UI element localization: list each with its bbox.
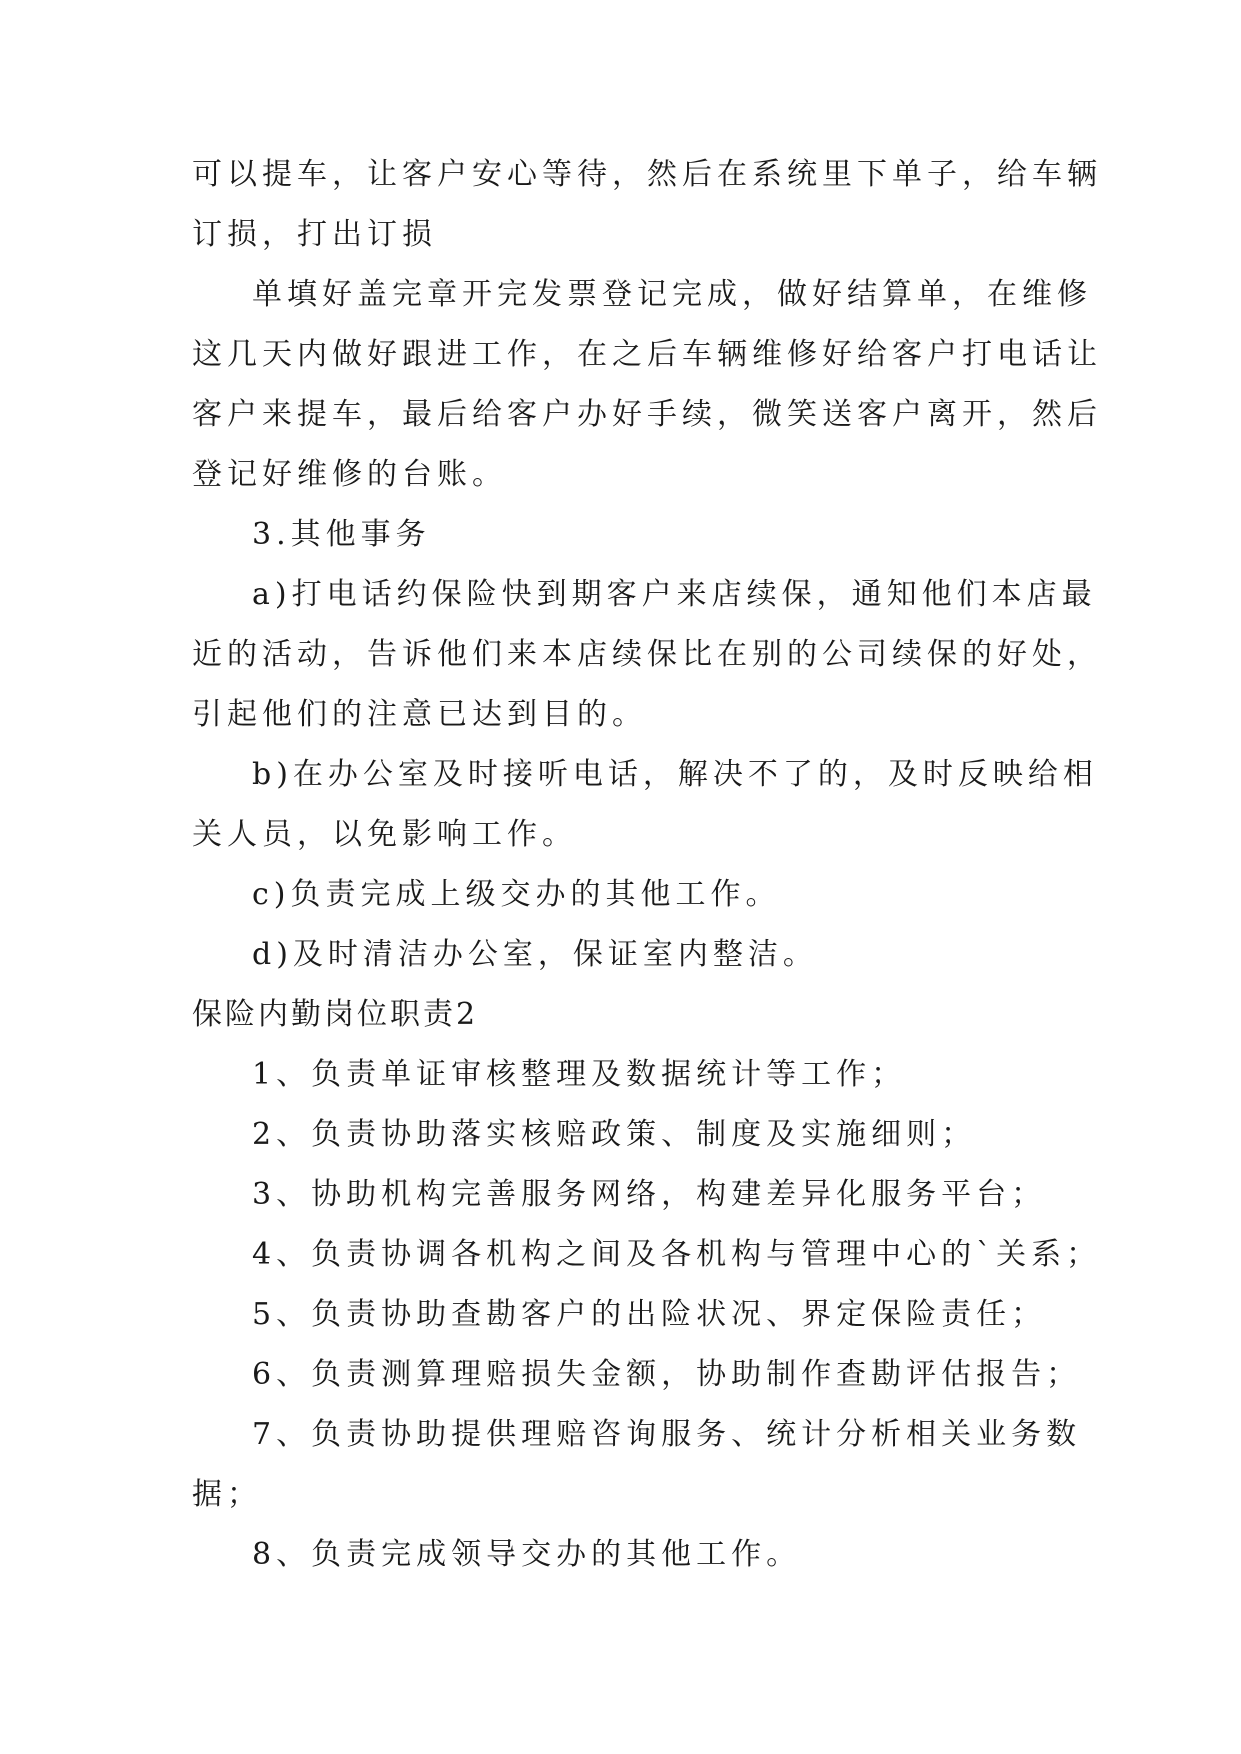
list-item-c: c)负责完成上级交办的其他工作。 [252, 877, 781, 912]
duty-item-5: 5、负责协助查勘客户的出险状况、界定保险责任； [252, 1297, 1047, 1332]
duty-item-1: 1、负责单证审核整理及数据统计等工作； [252, 1057, 907, 1092]
duty-item-8: 8、负责完成领导交办的其他工作。 [252, 1537, 802, 1572]
duty-item-3: 3、协助机构完善服务网络，构建差异化服务平台； [252, 1177, 1047, 1212]
list-item-a-continued: 近的活动，告诉他们来本店续保比在别的公司续保的好处， [192, 637, 1102, 672]
body-line: 订损，打出订损 [192, 217, 437, 252]
paragraph-line: 单填好盖完章开完发票登记完成，做好结算单，在维修 [252, 277, 1092, 312]
document-body [192, 155, 1102, 1595]
body-line: 登记好维修的台账。 [192, 457, 507, 492]
list-item-a-continued: 引起他们的注意已达到目的。 [192, 697, 647, 732]
list-item-b: b)在办公室及时接听电话，解决不了的，及时反映给相 [252, 757, 1098, 792]
duty-item-4: 4、负责协调各机构之间及各机构与管理中心的`关系； [252, 1237, 1102, 1272]
document-title: 保险内勤岗位职责2 [192, 997, 479, 1032]
body-line: 可以提车，让客户安心等待，然后在系统里下单子，给车辆 [192, 157, 1102, 192]
list-item-b-continued: 关人员，以免影响工作。 [192, 817, 577, 852]
duty-item-7-continued: 据； [192, 1477, 262, 1512]
duty-item-2: 2、负责协助落实核赔政策、制度及实施细则； [252, 1117, 977, 1152]
body-line: 这几天内做好跟进工作，在之后车辆维修好给客户打电话让 [192, 337, 1102, 372]
body-line: 客户来提车，最后给客户办好手续，微笑送客户离开，然后 [192, 397, 1102, 432]
list-item-d: d)及时清洁办公室，保证室内整洁。 [252, 937, 818, 972]
list-item-a: a)打电话约保险快到期客户来店续保，通知他们本店最 [252, 577, 1097, 612]
section-heading: 3.其他事务 [252, 517, 431, 552]
duty-item-6: 6、负责测算理赔损失金额，协助制作查勘评估报告； [252, 1357, 1082, 1392]
duty-item-7: 7、负责协助提供理赔咨询服务、统计分析相关业务数 [252, 1417, 1082, 1452]
